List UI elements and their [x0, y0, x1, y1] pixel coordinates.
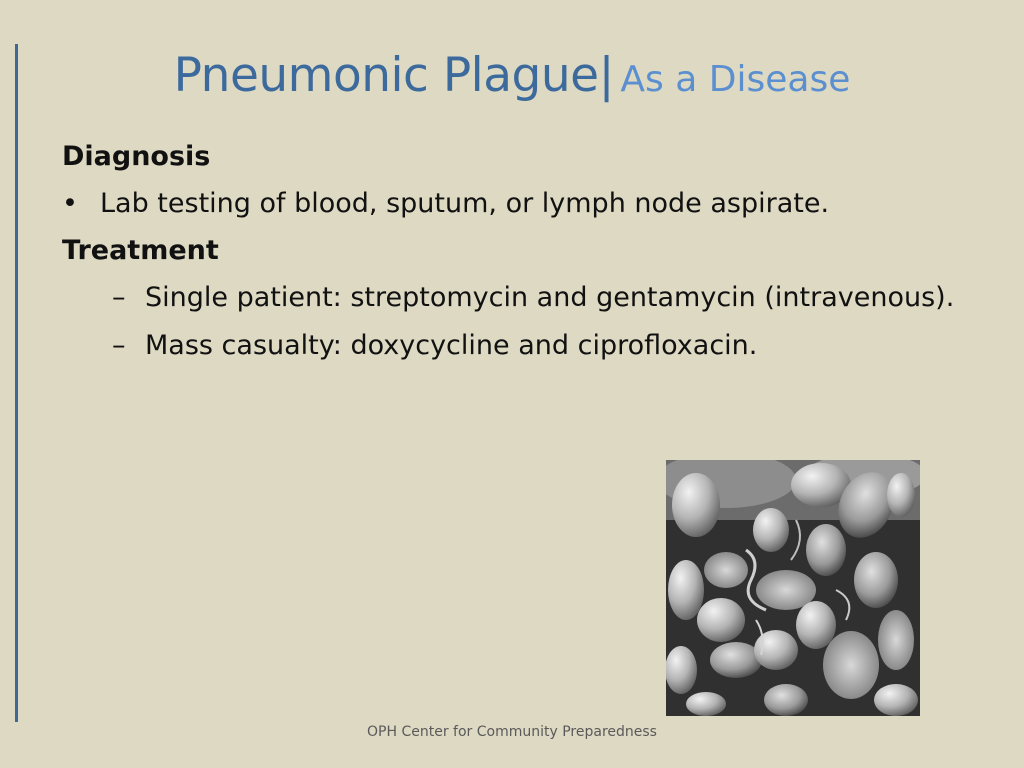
diagnosis-heading: Diagnosis [62, 141, 211, 172]
dash-bullet-icon: – [112, 282, 126, 313]
treatment-item [62, 325, 992, 373]
slide-title [0, 46, 1024, 116]
left-accent-rule [15, 44, 18, 722]
dash-bullet-icon: – [112, 330, 126, 361]
treatment-item [62, 277, 992, 325]
bacteria-micrograph-image [666, 460, 920, 716]
title-subtitle: As a Disease [620, 59, 851, 100]
slide-footer: OPH Center for Community Preparedness [367, 724, 657, 740]
diagnosis-bullet [62, 183, 992, 230]
diagnosis-bullet-text: Lab testing of blood, sputum, or lymph node aspirate. [100, 188, 830, 219]
slide-body [62, 136, 992, 373]
treatment-item-text: Single patient: streptomycin and gentamycin (intravenous). [145, 282, 955, 313]
treatment-item-text: Mass casualty: doxycycline and ciprofloxacin. [145, 330, 758, 361]
title-separator: | [598, 48, 615, 103]
treatment-heading: Treatment [62, 235, 219, 266]
bullet-icon: • [62, 188, 78, 219]
title-main: Pneumonic Plague [173, 48, 599, 103]
